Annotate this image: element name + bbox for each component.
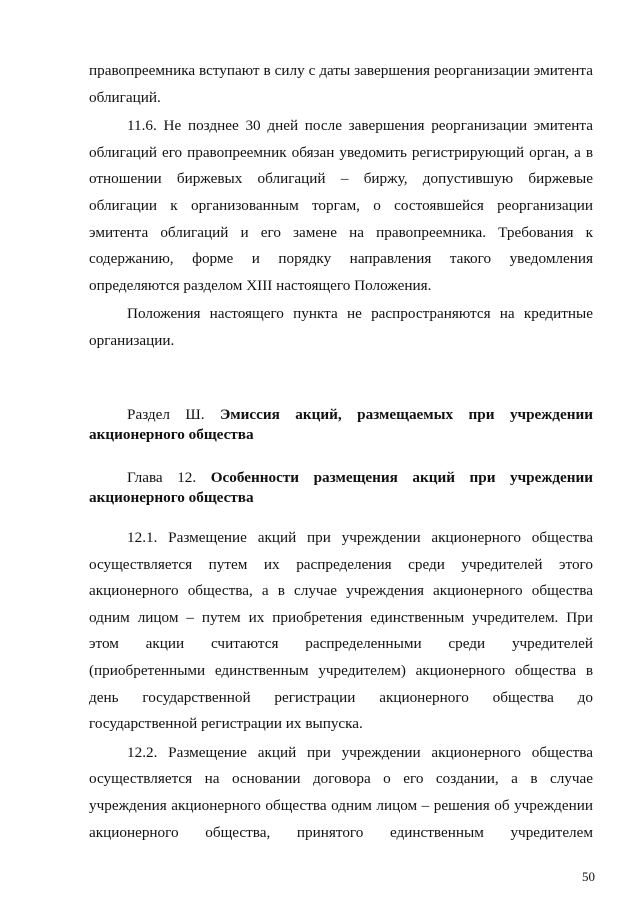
- paragraph-12-2: 12.2. Размещение акций при учреждении акционерного общества осуществляется на основании договора о его создании, а в случае учреждения акционерного общества одним лицом – решения об учреждении акционерного общества, принятого единственным учредителем: [89, 743, 593, 841]
- paragraph-11-6: 11.6. Не позднее 30 дней после завершения реорганизации эмитента облигаций его правопреемник обязан уведомить регистрирующий орган, а в отношении биржевых облигаций – биржу, допустившую биржевые облигации к организованным торгам, о состоявшейся реорганизации эмитента облигаций и его замене на правопреемника. Требования к содержанию, форме и порядку направления такого уведомления определяются разделом XIII настоящего Положения.: [89, 117, 593, 294]
- top-text-block: [89, 58, 593, 355]
- section-heading: [89, 405, 593, 445]
- section-title: Эмиссия акций, размещаемых при учреждении акционерного общества: [89, 406, 593, 443]
- page-number: 50: [582, 869, 595, 884]
- chapter-prefix: Глава 12.: [127, 469, 197, 486]
- paragraph-12-1: 12.1. Размещение акций при учреждении акционерного общества осуществляется путем их распределения среди учредителей этого акционерного общества, а в случае учреждения акционерного общества одним лицом – путем их приобретения единственным учредителем. При этом акции считаются распределенными среди учредителей (приобретенными единственным учредителем) акционерного общества в день государственной регистрации акционерного общества до государственной регистрации их выпуска.: [89, 529, 593, 733]
- chapter-title: Особенности размещения акций при учреждении акционерного общества: [89, 469, 594, 506]
- chapter-heading: [89, 468, 593, 508]
- paragraph-exception: Положения настоящего пункта не распространяются на кредитные организации.: [89, 305, 593, 349]
- chapter-text-block: [89, 525, 593, 846]
- section-prefix: Раздел Ш.: [127, 406, 205, 423]
- paragraph-continuation: правопреемника вступают в силу с даты завершения реорганизации эмитента облигаций.: [89, 62, 593, 106]
